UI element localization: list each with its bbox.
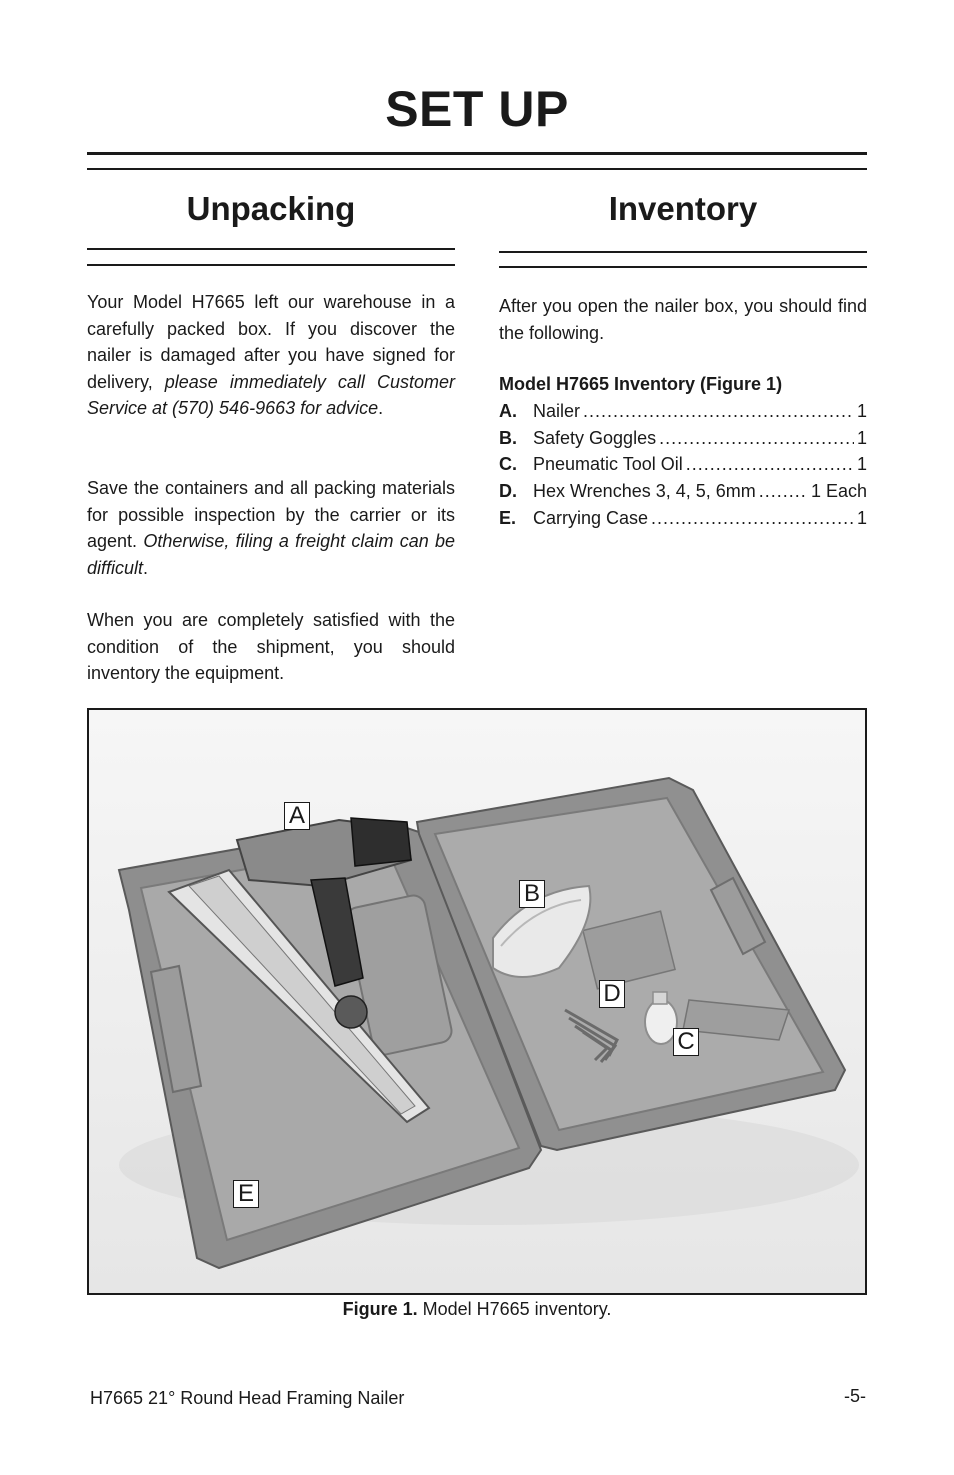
item-letter: D.	[499, 481, 517, 501]
inventory-item	[499, 478, 867, 504]
item-letter: E.	[499, 508, 517, 528]
callout-b: B	[519, 880, 545, 908]
carrying-case-illustration	[89, 710, 865, 1293]
item-letter: A.	[499, 401, 517, 421]
leader-dots	[583, 398, 854, 424]
footer-page-number: -5-	[844, 1386, 866, 1406]
unpacking-p2-end: .	[143, 557, 149, 578]
inventory-rule-top	[499, 251, 867, 253]
inventory-rule-bottom	[499, 266, 867, 268]
item-name: Nailer	[533, 401, 581, 421]
item-name: Carrying Case	[533, 508, 649, 528]
title-rule-thick	[87, 152, 867, 155]
item-letter: B.	[499, 428, 517, 448]
caption-label: Figure 1.	[342, 1299, 418, 1319]
leader-dots	[759, 478, 808, 504]
unpacking-rule-bottom	[87, 264, 455, 266]
unpacking-p2-text: Save the containers and all packing materials for possible inspection by the carrier or its agent.	[87, 478, 455, 552]
figure-photo	[87, 708, 867, 1295]
inventory-list-heading: Model H7665 Inventory (Figure 1)	[499, 374, 783, 394]
item-name: Safety Goggles	[533, 428, 657, 448]
unpacking-p1-text: Your Model H7665 left our warehouse in a carefully packed box. If you discover the nailer is damaged after you have signed for delivery,	[87, 292, 455, 392]
unpacking-paragraph-1	[87, 289, 455, 422]
unpacking-p1-italic: please immediately call Customer Service at (570) 546-9663 for advice	[87, 371, 455, 419]
title-rule-thin	[87, 168, 867, 170]
item-qty: 1	[856, 428, 867, 448]
leader-dots	[651, 505, 854, 531]
callout-a: A	[284, 802, 310, 830]
inventory-item	[499, 451, 867, 477]
leader-dots	[686, 451, 854, 477]
item-qty: 1	[856, 508, 867, 528]
unpacking-p1-end: .	[378, 398, 384, 419]
callout-d: D	[599, 980, 625, 1008]
inventory-item	[499, 425, 867, 451]
unpacking-paragraph-3: When you are completely satisfied with the condition of the shipment, you should inventory the equipment.	[87, 610, 455, 684]
caption-text: Model H7665 inventory.	[417, 1299, 612, 1319]
footer-model-name: H7665 21° Round Head Framing Nailer	[90, 1388, 405, 1408]
inventory-item	[499, 398, 867, 424]
item-qty: 1	[856, 401, 867, 421]
inventory-item	[499, 505, 867, 531]
figure-caption	[0, 1299, 954, 1320]
leader-dots	[659, 425, 854, 451]
callout-e: E	[233, 1180, 259, 1208]
inventory-intro: After you open the nailer box, you should find the following.	[499, 296, 867, 343]
unpacking-title: Unpacking	[186, 190, 356, 227]
item-name: Pneumatic Tool Oil	[533, 454, 683, 474]
item-letter: C.	[499, 454, 517, 474]
callout-c: C	[673, 1028, 699, 1056]
inventory-title: Inventory	[608, 190, 758, 227]
item-qty: 1	[856, 454, 867, 474]
item-qty: 1 Each	[810, 481, 867, 501]
unpacking-p2-italic: Otherwise, filing a freight claim can be difficult	[87, 531, 456, 578]
item-name: Hex Wrenches 3, 4, 5, 6mm	[533, 481, 756, 501]
unpacking-rule-top	[87, 248, 455, 250]
page-title: SET UP	[385, 81, 569, 137]
unpacking-paragraph-2	[87, 475, 455, 581]
